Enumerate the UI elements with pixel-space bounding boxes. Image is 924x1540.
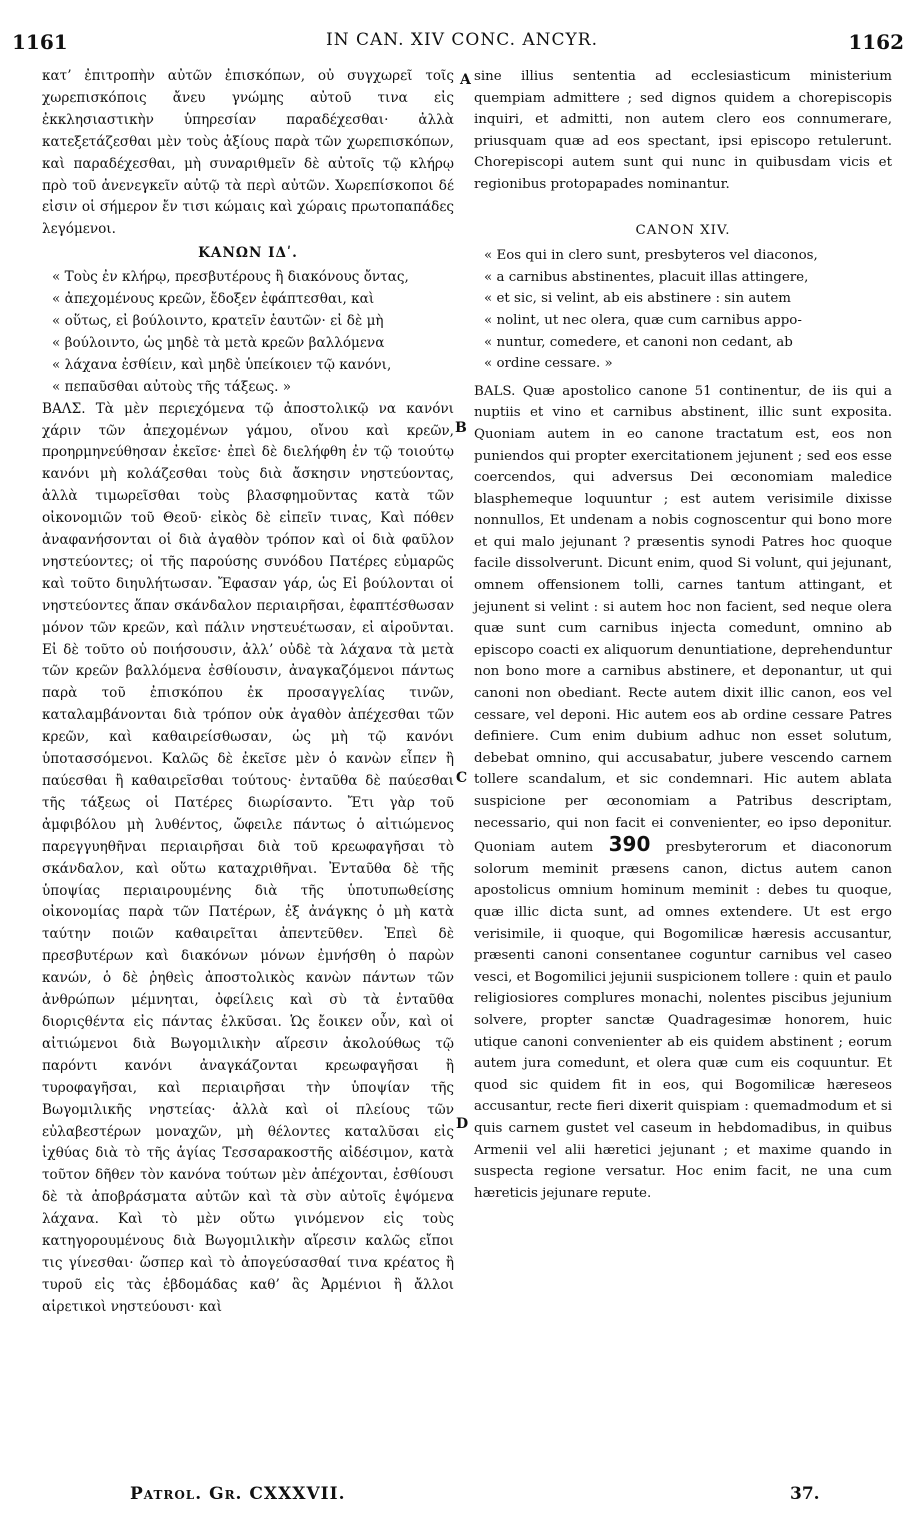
latin-canon-line: « a carnibus abstinentes, placuit illas attingere, — [484, 269, 809, 285]
greek-canon-heading: ΚΑΝΩΝ ΙΔʹ. — [198, 245, 298, 262]
series-footer: Patrol. Gr. CXXXVII. — [130, 1484, 346, 1504]
latin-column — [474, 66, 892, 1204]
greek-canon-line: « Τοὺς ἐν κλήρῳ, πρεσβυτέρους ἢ διακόνους ὄντας, — [52, 269, 409, 286]
latin-canon-line: « et sic, si velint, ab eis abstinere : sin autem — [484, 291, 791, 307]
latin-canon-line: « Eos qui in clero sunt, presbyteros vel diaconos, — [484, 248, 818, 264]
margin-letter-c: C — [456, 770, 468, 786]
left-page-number: 1161 — [12, 30, 68, 54]
latin-canon-line: « nuntur, comedere, et canoni non cedant, ab — [484, 334, 793, 350]
latin-commentary-paragraph — [474, 381, 892, 1205]
margin-letter-d: D — [456, 1116, 469, 1132]
running-title: IN CAN. XIV CONC. ANCYR. — [326, 30, 598, 50]
latin-canon-line: « nolint, ut nec olera, quæ cum carnibus appo- — [484, 312, 802, 328]
greek-canon-line: « οὕτως, εἰ βούλοιντο, κρατεῖν ἑαυτῶν· εἰ δὲ μὴ — [52, 312, 384, 329]
latin-commentary-part-b: presbyterorum et diaconorum solorum meminit præsens canon, dictus autem canon apostolicus omnium hominum meminit : debes tu quoque, quæ illic dicta sunt, ad omnes extendere. Ut est ergo verisimile, ii quoque, qui Bogomilicæ hæresis accusantur, præsenti canoni consentanee coguntur carnibus vel caseo vesci, et Bogomilici jejunii suspicionem tollere : quin et paulo religiosiores complures monachi, nolentes piscibus jejunium solvere, propter sanctæ Quadragesimæ honorem, huic utique canoni convenienter ab eis quidem abstinent ; eorum autem jura comedunt, et olera quæ cum eis coquuntur. Et quod sic quidem fit in eos, qui Bogomilicæ hæreseos accusantur, recte fieri dixerit quispiam : quemadmodum et si quis carnem gustet vel caseum in hebdomadibus, in quibus Armenii vel alii hæretici jejunant ; et maxime quando in suspecta regione versatur. Hoc enim facit, ne una cum hæreticis jejunare repute. — [474, 840, 892, 1201]
margin-letter-b: B — [455, 420, 467, 436]
signature-number: 37. — [790, 1484, 820, 1504]
latin-intro-paragraph: sine illius sententia ad ecclesiasticum ministerium quempiam admittere ; sed dignos quidem a chorepiscopis inquiri, et admitti, non autem clero eos connumerare, priusquam quæ ad eos spectant, ipsi episcopo retulerunt. Chorepiscopi autem sunt qui nunc in quibusdam vicis et regionibus protopapades nominantur. — [474, 69, 892, 192]
greek-canon-line: « λάχανα ἐσθίειν, καὶ μηδὲ ὑπείκοιεν τῷ κανόνι, — [52, 356, 392, 373]
latin-canon-line: « ordine cessare. » — [484, 356, 613, 372]
margin-letter-a: A — [460, 72, 471, 88]
greek-commentary-paragraph: ΒΑΛΣ. Τὰ μὲν περιεχόμενα τῷ ἀποστολικῷ να κανόνι χάριν τῶν ἀπεχομένων γάμου, οἴνου καὶ κρεῶν, προηρμηνεύθησαν ἐκεῖσε· ἐπεὶ δὲ διελήφθη ἐν τῷ τοιούτῳ κανόνι μὴ κολάζεσθαι τοὺς διὰ ἄσκησιν νηστεύοντας, ἀλλὰ τιμωρεῖσθαι τοὺς βλασφημοῦντας κατὰ τῶν οἰκονομιῶν τοῦ Θεοῦ· εἰκὸς δὲ εἰπεῖν τινας, Καὶ πόθεν ἀναφανήσονται οἱ διὰ ἀγαθὸν τρόπον καὶ οἱ διὰ φαῦλον νηστεύοντες; οἱ τῆς παρούσης συνόδου Πατέρες εὐμαρῶς καὶ τοῦτο διηυλήτωσαν. Ἔφασαν γάρ, ὡς Εἰ βούλονται οἱ νηστεύοντες ἅπαν σκάνδαλον περιαιρῆσαι, ἐφαπτέσθωσαν μόνον τῶν κρεῶν, καὶ πάλιν νηστευέτωσαν, εἰ αἱροῦνται. Εἰ δὲ τοῦτο οὐ ποιήσουσιν, ἀλλ’ οὐδὲ τὰ λάχανα τὰ μετὰ τῶν κρεῶν βαλλόμενα ἐσθίουσιν, ἀναγκαζόμενοι πάντως παρὰ τοῦ ἐπισκόπου ἐκ προσαγγελίας τινῶν, καταλαμβάνονται διὰ τρόπον οὐκ ἀγαθὸν ἀπέχεσθαι τῶν κρεῶν, καὶ καθαιρείσθωσαν, ὡς μὴ τῷ κανόνι ὑποτασσόμενοι. Καλῶς δὲ ἐκεῖσε μὲν ὁ κανὼν εἶπεν ἢ παύεσθαι ἢ καθαιρεῖσθαι τούτους· ἐνταῦθα δὲ παύεσθαι τῆς τάξεως οἱ Πατέρες διωρίσαντο. Ἔτι γὰρ τοῦ ἀμφιβόλου μὴ λυθέντος, ὤφειλε πάντως ὁ αἰτιώμενος παρεγγυηθῆναι περιαιρῆσαι διὰ τοῦ κρεωφαγῆσαι τὸ σκάνδαλον, καὶ οὕτω καταχριθῆναι. Ἐνταῦθα δὲ τῆς ὑποψίας περιαιρουμένης διὰ τῆς ὑποτυπωθείσης οἰκονομίας παρὰ τῶν Πατέρων, ἐξ ἀνάγκης ὁ μὴ κατὰ ταύτην ποιῶν καθαιρεῖται ἀπεντεῦθεν. Ἐπεὶ δὲ πρεσβυτέρων καὶ διακόνων μόνων ἐμνήσθη ὁ παρὼν κανών, ὁ δὲ ῥηθεὶς ἀποστολικὸς κανὼν πάντων τῶν ἀνθρώπων μέμνηται, ὀφείλεις καὶ σὺ τὰ ἐνταῦθα διοριςθέντα εἰς πάντας ἑλκῦσαι. Ὡς ἔοικεν οὖν, καὶ οἱ αἰτιώμενοι διὰ Βωγομιλικὴν αἵρεσιν ἀκολούθως τῷ παρόντι κανόνι ἀναγκάζονται κρεωφαγῆσαι ἢ τυροφαγῆσαι, καὶ περιαιρῆσαι τὴν ὑποψίαν τῆς Βωγομιλικῆς νηστείας· ἀλλὰ καὶ οἱ πλείους τῶν εὐλαβεστέρων μοναχῶν, μὴ θέλοντες καταλῦσαι εἰς ἰχθύας διὰ τὸ τῆς ἁγίας Τεσσαρακοστῆς αἰδέσιμον, κατὰ τοῦτον δῆθεν τὸν κανόνα τούτων μὲν ἀπέχονται, ἐσθίουσι δὲ τὰ ἀποβράσματα αὐτῶν καὶ τὰ σὺν αὐτοῖς ἑψόμενα λάχανα. Καὶ τὸ μὲν οὕτω γινόμενον εἰς τοὺς κατηγορουμένους διὰ Βωγομιλικὴν αἵρεσιν καλῶς εἴποι τις γίνεσθαι· ὥσπερ καὶ τὸ ἀπογεύσασθαί τινα κρέατος ἢ τυροῦ εἰς τὰς ἑβδομάδας καθ’ ἃς Ἀρμένιοι ἢ ἄλλοι αἱρετικοὶ νηστεύουσι· καὶ — [42, 400, 454, 1315]
greek-canon-line: « ἀπεχομένους κρεῶν, ἔδοξεν ἐφάπτεσθαι, καὶ — [52, 291, 375, 308]
greek-intro-paragraph: κατ’ ἐπιτροπὴν αὐτῶν ἐπισκόπων, οὐ συγχωρεῖ τοῖς χωρεπισκόποις ἄνευ γνώμης αὐτοῦ τινα εἰς ἐκκλησιαστικὴν ὑπηρεσίαν παραδέχεσθαι· ἀλλὰ κατεξετάζεσθαι μὲν τοὺς ἀξίους παρὰ τῶν χωρεπισκόπων, καὶ παραδέχεσθαι, μὴ συναριθμεῖν δὲ αὐτοῖς τῷ κλήρῳ πρὸ τοῦ ἀνενεγκεῖν αὐτῷ τὰ περὶ αὐτῶν. Χωρεπίσκοποι δέ εἰσιν οἱ σήμερον ἔν τισι κώμαις καὶ χώραις πρωτοπαπάδες λεγόμενοι. — [42, 68, 454, 238]
greek-column — [42, 66, 454, 1319]
latin-commentary-part-a: BALS. Quæ apostolico canone 51 continentur, de iis qui a nuptiis et vino et carnibus abstinent, illic sunt exposita. Quoniam autem in eo canone tractatum est, eos non puniendos qui propter exercitationem jejunent ; sed eos esse coercendos, qui adversus Dei œconomiam maledice blasphemeque loquuntur ; est autem verisimile dixisse nonnullos, Et undenam a nobis cognoscentur qui bono more et qui malo jejunant ? præsentis synodi Patres hoc quoque facile dissolverunt. Dicunt enim, quod Si volunt, qui jejunant, omnem offensionem tolli, carnes tantum attingant, et jejunent si velint : si autem hoc non facient, sed neque olera quæ sunt cum carnibus injecta comedunt, omnino ab episcopo coacti ex aliquorum denuntiatione, deprehenduntur non bono more a carnibus abstinere, et deponantur, ut qui canoni non obediant. Recte autem dixit illic canon, eos vel cessare, vel deponi. Hic autem eos ab ordine cessare Patres definiere. Cum enim dubium adhuc non esset solutum, debebat omnino, qui accusabatur, jubere vescendo carnem tollere scandalum, et sic condemnari. Hic autem ablata suspicione per œconomiam a Patribus descriptam, necessario, qui non facit ei convenienter, eo ipso deponitur. Quoniam autem — [474, 383, 892, 856]
latin-canon-heading: CANON XIV. — [635, 222, 731, 238]
page-marker-number: 390 — [608, 832, 651, 857]
greek-canon-line: « βούλοιντο, ὡς μηδὲ τὰ μετὰ κρεῶν βαλλόμενα — [52, 334, 385, 351]
right-page-number: 1162 — [848, 30, 904, 54]
greek-canon-line: « πεπαῦσθαι αὐτοὺς τῆς τάξεως. » — [52, 378, 292, 395]
